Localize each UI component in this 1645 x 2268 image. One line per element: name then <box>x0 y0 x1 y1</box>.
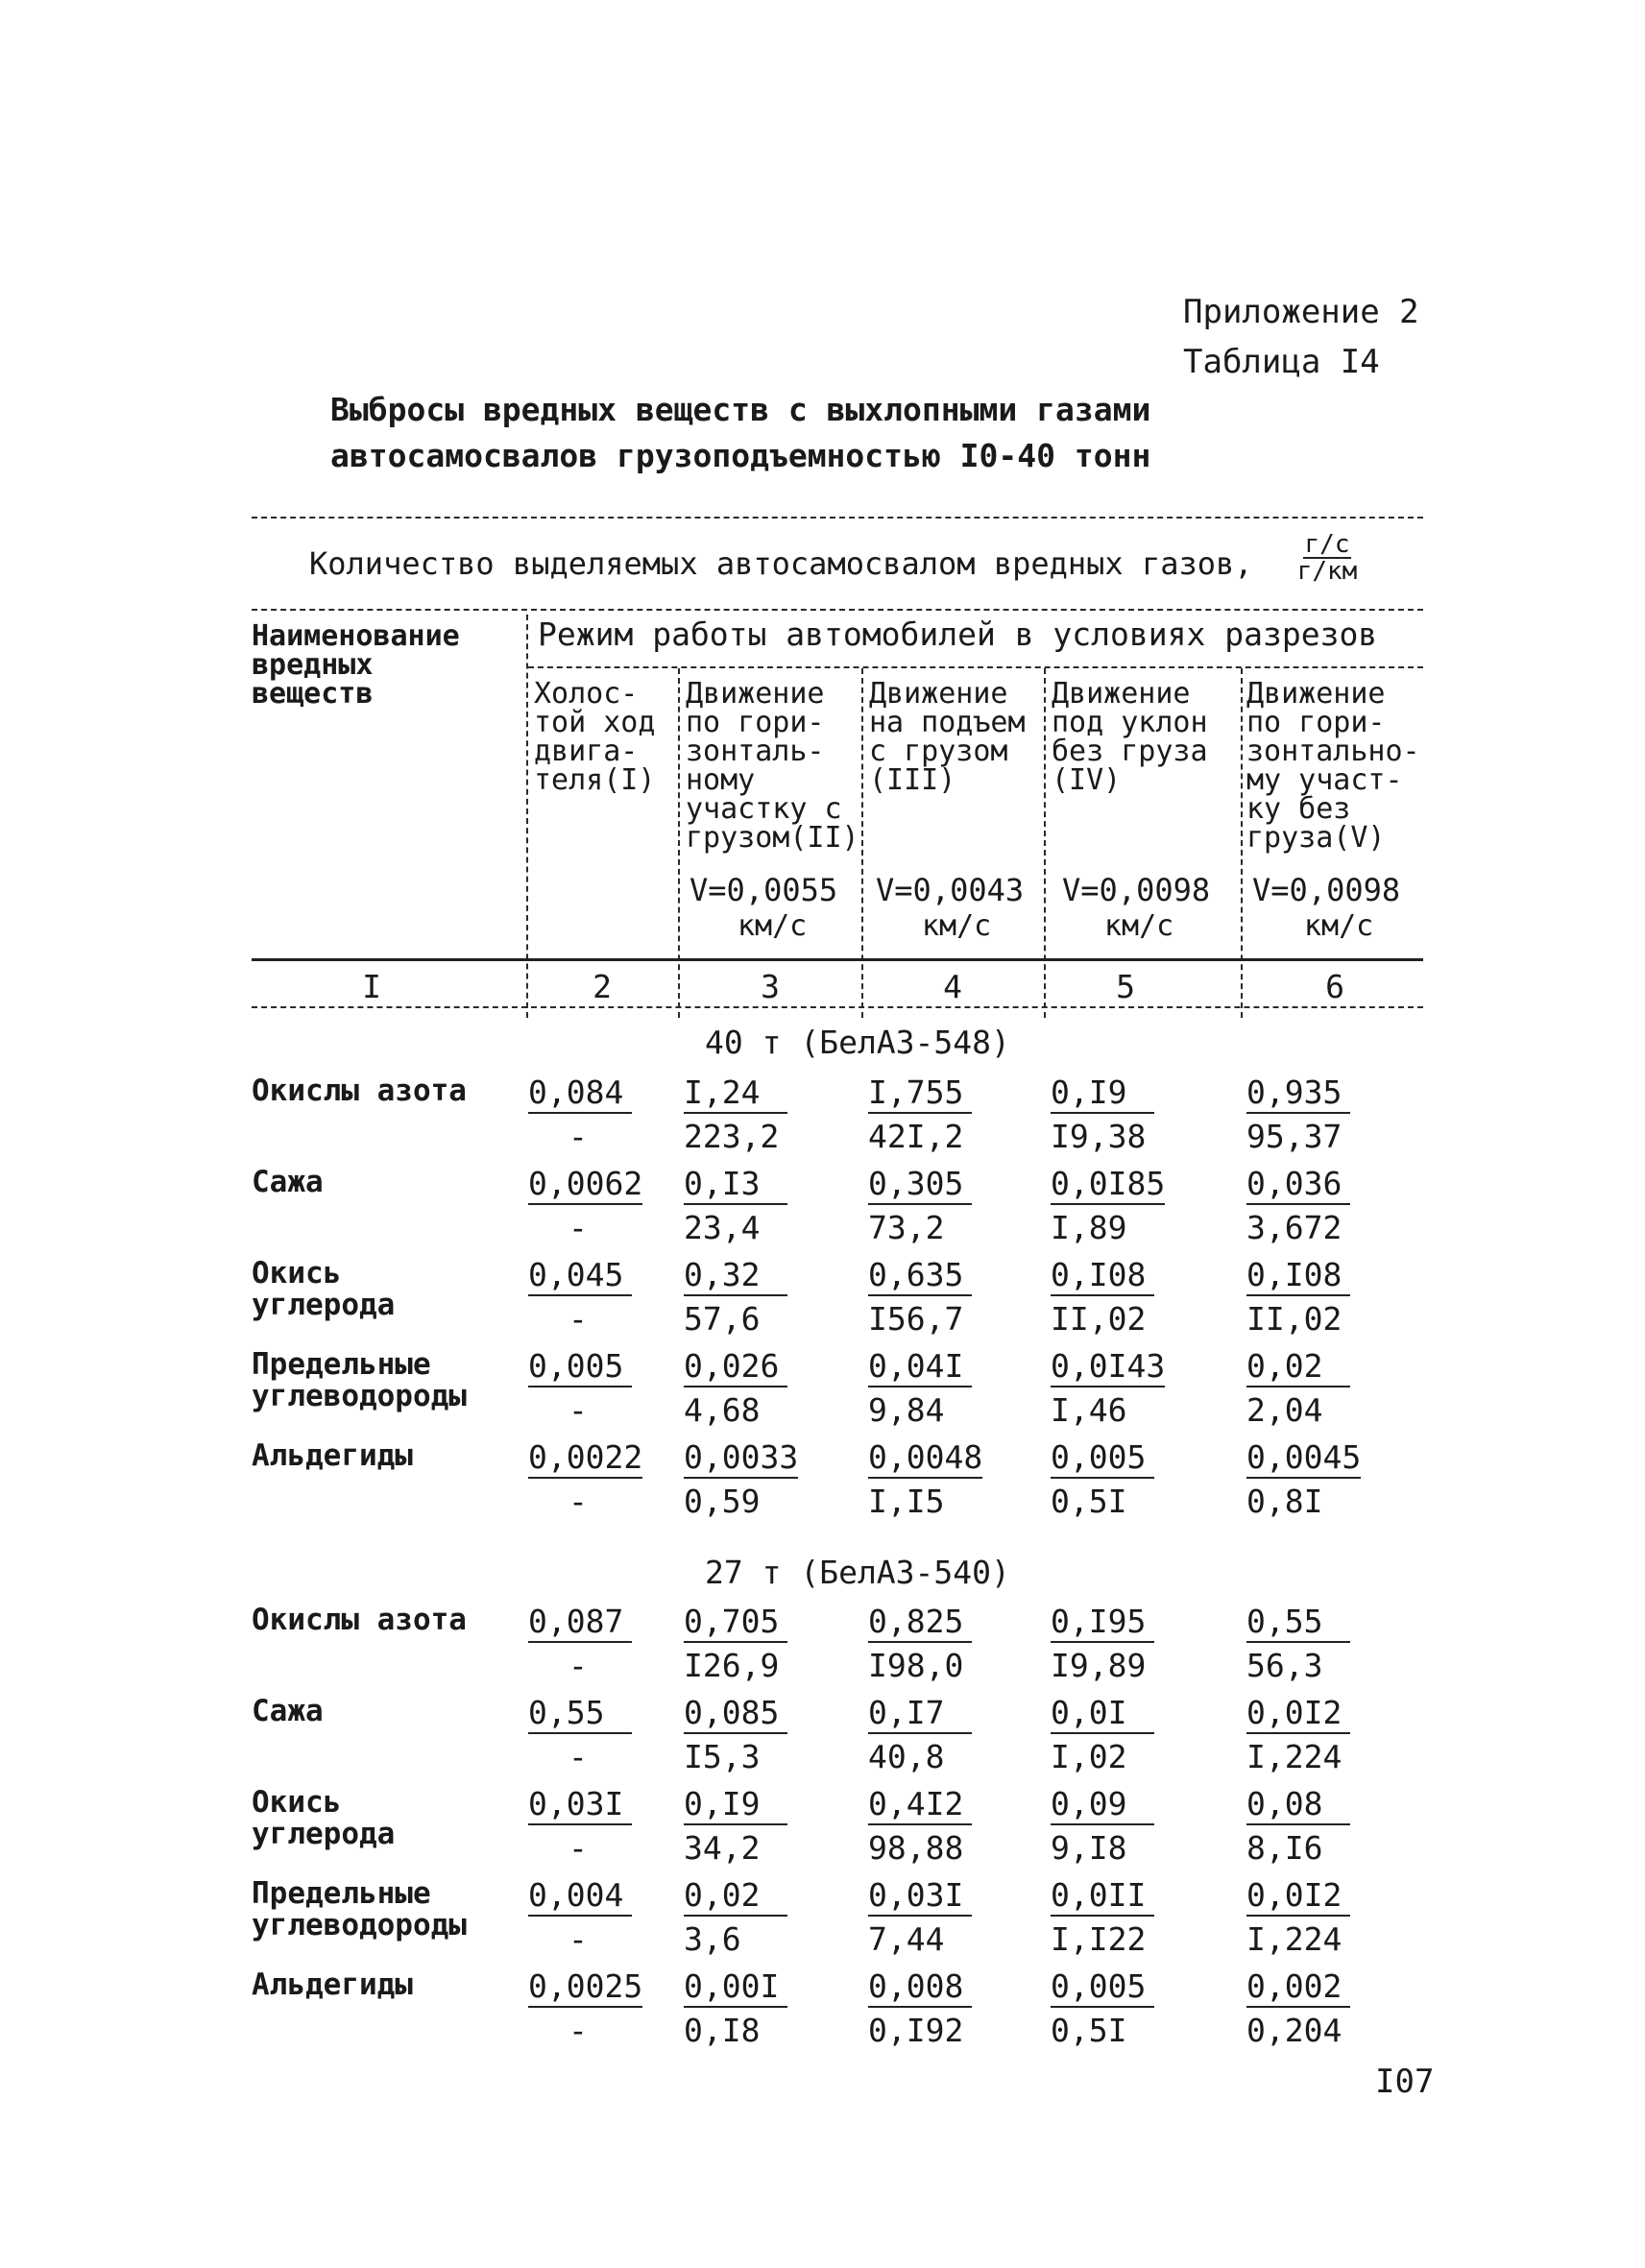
appendix-label: Приложение 2 <box>1183 293 1419 331</box>
mode-uphill-loaded-header: Движение на подъем с грузом (III) <box>869 677 1026 797</box>
emission-rate-gkm: 73,2 <box>868 1209 945 1246</box>
column-number-5: 5 <box>1116 968 1135 1005</box>
emission-rate-gs: 0,09 <box>1051 1785 1154 1825</box>
emission-rate-gs: 0,02 <box>1246 1347 1350 1387</box>
substance-name: Предельные углеводороды <box>252 1876 467 1942</box>
emission-rate-gs: 0,825 <box>868 1603 972 1643</box>
speed-mode-4: V=0,0098 <box>1062 872 1211 908</box>
emission-rate-gs: 0,0022 <box>528 1438 642 1479</box>
emission-rate-gs: I,24 <box>684 1074 787 1114</box>
caption-rule <box>252 609 1423 611</box>
emission-rate-gkm: 223,2 <box>684 1118 780 1155</box>
emission-rate-gkm: I26,9 <box>684 1647 780 1684</box>
emission-rate-gs: 0,705 <box>684 1603 787 1643</box>
emission-per-km-dash: - <box>568 2012 588 2049</box>
emission-rate-gs: 0,03I <box>528 1785 632 1825</box>
emission-rate-gs: 0,0I2 <box>1246 1876 1350 1917</box>
col-divider-5 <box>1241 668 1243 1018</box>
emission-rate-gkm: II,02 <box>1246 1300 1343 1338</box>
emission-rate-gkm: I,I5 <box>868 1483 945 1520</box>
emission-rate-gkm: 0,5I <box>1051 1483 1127 1520</box>
emission-rate-gs: 0,I08 <box>1246 1256 1350 1296</box>
emission-rate-gs: 0,0045 <box>1246 1438 1361 1479</box>
substance-column-header: Наименование вредных веществ <box>252 619 460 711</box>
emission-rate-gs: 0,084 <box>528 1074 632 1114</box>
column-number-6: 6 <box>1325 968 1344 1005</box>
emission-rate-gkm: 0,5I <box>1051 2012 1127 2049</box>
emission-rate-gs: 0,I3 <box>684 1165 787 1205</box>
substance-name: Окись углерода <box>252 1256 396 1322</box>
emission-rate-gkm: I9,38 <box>1051 1118 1147 1155</box>
substance-name: Альдегиды <box>252 1967 413 2002</box>
emission-rate-gkm: 9,I8 <box>1051 1829 1127 1867</box>
emission-rate-gs: 0,305 <box>868 1165 972 1205</box>
column-number-4: 4 <box>943 968 962 1005</box>
speed-unit-mode-5: км/с <box>1304 909 1374 943</box>
emission-rate-gkm: 0,I92 <box>868 2012 964 2049</box>
column-number-1: I <box>362 968 381 1005</box>
col-divider-4 <box>1044 668 1046 1018</box>
column-numbers-bottom-rule <box>252 1006 1423 1008</box>
emission-rate-gs: 0,005 <box>1051 1438 1154 1479</box>
substance-name: Окислы азота <box>252 1074 467 1108</box>
emission-rate-gs: 0,0062 <box>528 1165 642 1205</box>
substance-name: Окислы азота <box>252 1603 467 1637</box>
emission-rate-gs: 0,0I <box>1051 1694 1154 1734</box>
emission-rate-gkm: 2,04 <box>1246 1391 1323 1429</box>
emission-rate-gs: 0,087 <box>528 1603 632 1643</box>
table-number: Таблица I4 <box>1183 343 1380 381</box>
emission-rate-gkm: I98,0 <box>868 1647 964 1684</box>
emission-rate-gs: 0,32 <box>684 1256 787 1296</box>
speed-mode-2: V=0,0055 <box>689 872 838 908</box>
substance-name: Окись углерода <box>252 1785 396 1851</box>
col-divider-3 <box>861 668 863 1018</box>
mode-header: Режим работы автомобилей в условиях разрезов <box>538 615 1378 653</box>
mode-downhill-empty-header: Движение под уклон без груза (IV) <box>1052 677 1208 797</box>
emission-rate-gs: 0,004 <box>528 1876 632 1917</box>
emission-rate-gs: 0,03I <box>868 1876 972 1917</box>
substance-name: Предельные углеводороды <box>252 1347 467 1413</box>
emission-rate-gkm: 9,84 <box>868 1391 945 1429</box>
quantity-caption: Количество выделяемых автосамосвалом вредных газов, <box>309 545 1253 582</box>
emission-rate-gs: 0,935 <box>1246 1074 1350 1114</box>
emission-rate-gkm: 0,59 <box>684 1483 761 1520</box>
emission-rate-gs: 0,I7 <box>868 1694 972 1734</box>
unit-denominator: г/км <box>1296 557 1358 586</box>
emission-per-km-dash: - <box>568 1738 588 1775</box>
emission-rate-gkm: 23,4 <box>684 1209 761 1246</box>
emission-rate-gs: 0,55 <box>1246 1603 1350 1643</box>
emission-rate-gs: 0,0I43 <box>1051 1347 1165 1387</box>
emission-rate-gs: 0,00I <box>684 1967 787 2008</box>
emission-rate-gs: 0,005 <box>1051 1967 1154 2008</box>
emission-rate-gkm: 42I,2 <box>868 1118 964 1155</box>
emission-rate-gs: 0,04I <box>868 1347 972 1387</box>
speed-mode-3: V=0,0043 <box>876 872 1025 908</box>
unit-fraction <box>1283 532 1371 584</box>
speed-unit-mode-2: км/с <box>738 909 808 943</box>
emission-rate-gs: 0,I95 <box>1051 1603 1154 1643</box>
emission-rate-gs: 0,I9 <box>1051 1074 1154 1114</box>
emission-rate-gs: 0,0025 <box>528 1967 642 2008</box>
speed-unit-mode-4: км/с <box>1104 909 1174 943</box>
emission-per-km-dash: - <box>568 1300 588 1338</box>
emission-rate-gkm: I5,3 <box>684 1738 761 1775</box>
emission-per-km-dash: - <box>568 1391 588 1429</box>
emission-rate-gs: 0,045 <box>528 1256 632 1296</box>
emission-rate-gkm: II,02 <box>1051 1300 1147 1338</box>
emission-rate-gkm: I,89 <box>1051 1209 1127 1246</box>
mode-horizontal-empty-header: Движение по гори- зонтально- му участ- ку без груза(V) <box>1246 677 1420 855</box>
title-line-2: автосамосвалов грузоподъемностью I0-40 тонн <box>330 437 1151 474</box>
column-numbers-top-rule <box>252 958 1423 961</box>
column-number-2: 2 <box>593 968 612 1005</box>
mode-header-rule <box>528 666 1423 668</box>
section-title-27t: 27 т (БелАЗ-540) <box>705 1554 1010 1591</box>
emission-rate-gkm: 56,3 <box>1246 1647 1323 1684</box>
emission-rate-gkm: I,I22 <box>1051 1920 1147 1958</box>
emission-rate-gs: 0,4I2 <box>868 1785 972 1825</box>
emission-rate-gkm: 34,2 <box>684 1829 761 1867</box>
emission-rate-gkm: 0,204 <box>1246 2012 1343 2049</box>
emission-rate-gkm: 0,8I <box>1246 1483 1323 1520</box>
emission-rate-gkm: 98,88 <box>868 1829 964 1867</box>
emission-per-km-dash: - <box>568 1647 588 1684</box>
emission-rate-gs: 0,0I2 <box>1246 1694 1350 1734</box>
emission-rate-gs: 0,I08 <box>1051 1256 1154 1296</box>
section-title-40t: 40 т (БелАЗ-548) <box>705 1024 1010 1061</box>
mode-horizontal-loaded-header: Движение по гори- зонталь- ному участку с грузом(II) <box>686 677 859 855</box>
substance-name: Альдегиды <box>252 1438 413 1473</box>
emission-rate-gkm: 7,44 <box>868 1920 945 1958</box>
unit-numerator: г/с <box>1304 530 1350 559</box>
page-number: I07 <box>1375 2063 1435 2101</box>
substance-name: Сажа <box>252 1165 324 1199</box>
emission-rate-gkm: 0,I8 <box>684 2012 761 2049</box>
emission-per-km-dash: - <box>568 1209 588 1246</box>
emission-rate-gkm: I,46 <box>1051 1391 1127 1429</box>
emission-per-km-dash: - <box>568 1483 588 1520</box>
emission-rate-gs: 0,085 <box>684 1694 787 1734</box>
emission-rate-gkm: 3,672 <box>1246 1209 1343 1246</box>
emission-rate-gkm: I9,89 <box>1051 1647 1147 1684</box>
emission-per-km-dash: - <box>568 1920 588 1958</box>
emission-rate-gkm: 40,8 <box>868 1738 945 1775</box>
emission-rate-gs: 0,55 <box>528 1694 632 1734</box>
emission-rate-gs: 0,0048 <box>868 1438 982 1479</box>
emission-rate-gs: I,755 <box>868 1074 972 1114</box>
mode-idle-header: Холос- той ход двига- теля(I) <box>534 677 656 797</box>
emission-rate-gs: 0,0I85 <box>1051 1165 1165 1205</box>
speed-unit-mode-3: км/с <box>922 909 992 943</box>
emission-per-km-dash: - <box>568 1829 588 1867</box>
emission-rate-gkm: I,02 <box>1051 1738 1127 1775</box>
emission-rate-gs: 0,008 <box>868 1967 972 2008</box>
emission-rate-gs: 0,02 <box>684 1876 787 1917</box>
col-divider-2 <box>678 668 680 1018</box>
emission-rate-gs: 0,0II <box>1051 1876 1154 1917</box>
emission-rate-gs: 0,002 <box>1246 1967 1350 2008</box>
emission-rate-gkm: I,224 <box>1246 1920 1343 1958</box>
emission-rate-gkm: I56,7 <box>868 1300 964 1338</box>
emission-rate-gkm: I,224 <box>1246 1738 1343 1775</box>
emission-rate-gs: 0,005 <box>528 1347 632 1387</box>
table-top-rule <box>252 517 1423 519</box>
emission-rate-gs: 0,036 <box>1246 1165 1350 1205</box>
emission-rate-gs: 0,0033 <box>684 1438 798 1479</box>
speed-mode-5: V=0,0098 <box>1252 872 1401 908</box>
col-divider-1 <box>526 615 528 1018</box>
emission-rate-gs: 0,I9 <box>684 1785 787 1825</box>
emission-rate-gs: 0,635 <box>868 1256 972 1296</box>
emission-rate-gs: 0,026 <box>684 1347 787 1387</box>
emission-rate-gkm: 8,I6 <box>1246 1829 1323 1867</box>
substance-name: Сажа <box>252 1694 324 1728</box>
emission-rate-gkm: 57,6 <box>684 1300 761 1338</box>
emission-rate-gkm: 3,6 <box>684 1920 741 1958</box>
emission-per-km-dash: - <box>568 1118 588 1155</box>
title-line-1: Выбросы вредных веществ с выхлопными газами <box>330 391 1151 428</box>
emission-rate-gs: 0,08 <box>1246 1785 1350 1825</box>
emission-rate-gkm: 4,68 <box>684 1391 761 1429</box>
column-number-3: 3 <box>761 968 780 1005</box>
emission-rate-gkm: 95,37 <box>1246 1118 1343 1155</box>
